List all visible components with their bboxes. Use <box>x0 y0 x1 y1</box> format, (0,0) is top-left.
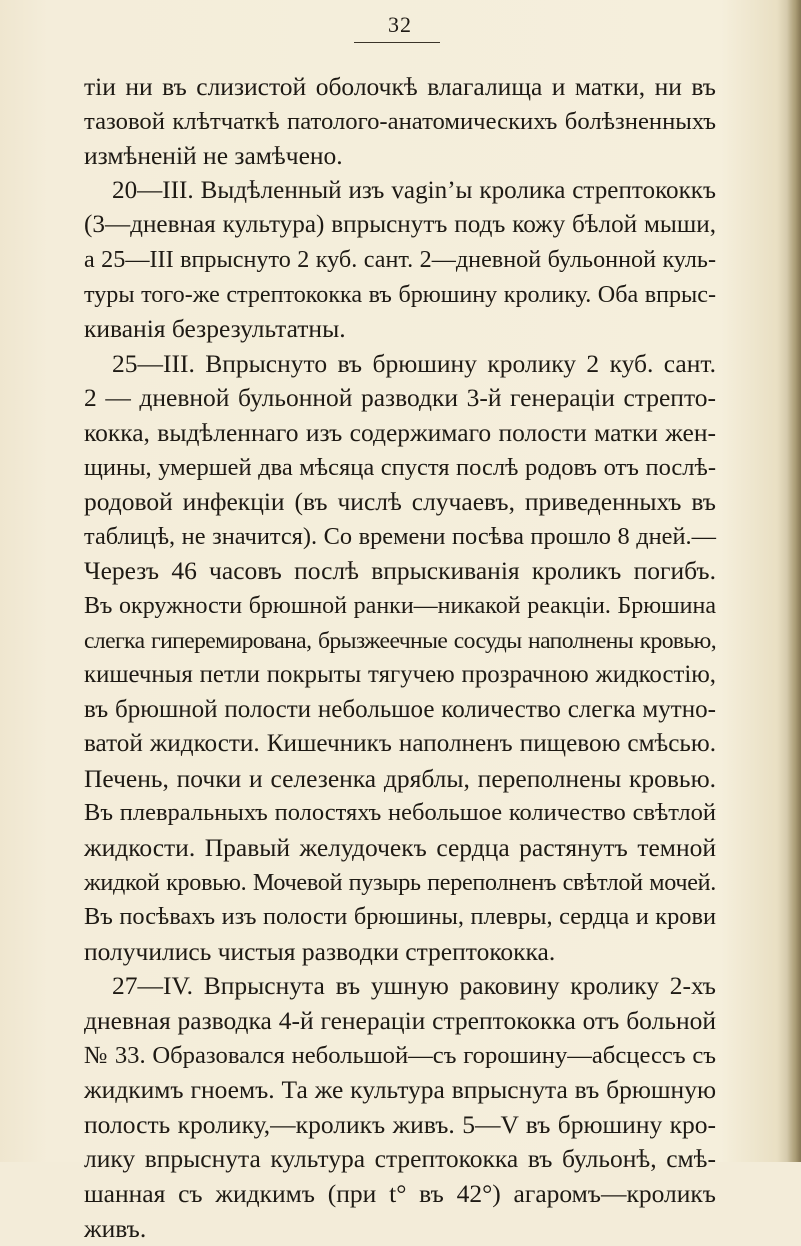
text-line: 25—III. Впрыснуто въ брюшину кролику 2 куб. сант. <box>112 348 716 378</box>
text-line: живъ. <box>84 1213 147 1243</box>
text-line: таблицѣ, не значится). Со времени посѣва прошло 8 дней.— <box>84 522 716 550</box>
text-line: 27—IV. Впрыснута въ ушную раковину кролику 2-хъ <box>112 971 716 1001</box>
text-line: а 25—III впрыснуто 2 куб. сант. 2—дневной бульонной куль- <box>84 245 716 273</box>
page-edge-shadow <box>787 0 801 1162</box>
text-line: лику впрыснута культура стрептококка въ бульонѣ, смѣ- <box>84 1144 716 1174</box>
text-line: киванія безрезультатны. <box>84 314 346 344</box>
text-line: (3—дневная культура) впрыснутъ подъ кожу бѣлой мыши, <box>84 211 716 239</box>
text-line: 2 — дневной бульонной разводки 3-й генераціи стрепто- <box>84 383 716 413</box>
text-line: родовой инфекціи (въ числѣ случаевъ, приведенныхъ въ <box>84 487 716 517</box>
text-line: № 33. Образовался небольшой—съ горошину—абсцессъ съ <box>84 1041 716 1069</box>
text-line: Печень, почки и селезенка дряблы, переполнены кровью. <box>84 763 716 793</box>
text-line: жидкости. Правый желудочекъ сердца растянутъ темной <box>84 833 716 863</box>
text-line: шанная съ жидкимъ (при t° въ 42°) агаромъ—кроликъ <box>84 1179 716 1208</box>
page-number-rule <box>354 42 440 43</box>
body-text <box>84 70 716 1246</box>
text-line: тазовой клѣтчаткѣ патолого-анатомическихъ болѣзненныхъ <box>84 107 716 135</box>
text-line: кокка, выдѣленнаго изъ содержимаго полости матки жен- <box>84 417 716 447</box>
text-line: слегка гиперемирована, брызжеечные сосуды наполнены кровью, <box>84 627 716 654</box>
text-line: полость кролику,—кроликъ живъ. 5—V въ брюшину кро- <box>84 1109 716 1139</box>
text-line: жидкой кровью. Мочевой пузырь переполненъ свѣтлой мочей. <box>84 868 716 896</box>
text-line: туры того-же стрептококка въ брюшину кролику. Оба впрыс- <box>84 281 716 308</box>
text-line: жидкимъ гноемъ. Та же культура впрыснута въ брюшную <box>84 1075 716 1105</box>
text-line: Въ посѣвахъ изъ полости брюшины, плевры, сердца и крови <box>84 903 716 931</box>
text-line: Черезъ 46 часовъ послѣ впрыскиванія кроликъ погибъ. <box>84 556 716 586</box>
text-line: въ брюшной полости небольшое количество слегка мутно- <box>84 695 716 723</box>
page-number: 32 <box>388 12 412 37</box>
text-line: дневная разводка 4-й генераціи стрептококка отъ больной <box>84 1006 716 1036</box>
text-line: Въ окружности брюшной ранки—никакой реакціи. Брюшина <box>84 592 716 619</box>
text-line: тіи ни въ слизистой оболочкѣ влагалища и матки, ни въ <box>84 72 716 101</box>
text-line: измѣненій не замѣчено. <box>84 141 343 171</box>
text-line: получились чистыя разводки стрептококка. <box>84 936 556 966</box>
text-line: 20—III. Выдѣленный изъ vagin’ы кролика стрептококкъ <box>112 176 716 204</box>
text-line: щины, умершей два мѣсяца спустя послѣ родовъ отъ послѣ- <box>84 453 716 481</box>
text-line: кишечныя петли покрыты тягучею прозрачною жидкостію, <box>84 661 716 689</box>
text-line: ватой жидкости. Кишечникъ наполненъ пищевою смѣсью. <box>84 730 716 758</box>
text-line: Въ плевральныхъ полостяхъ небольшое количество свѣтлой <box>84 799 716 827</box>
